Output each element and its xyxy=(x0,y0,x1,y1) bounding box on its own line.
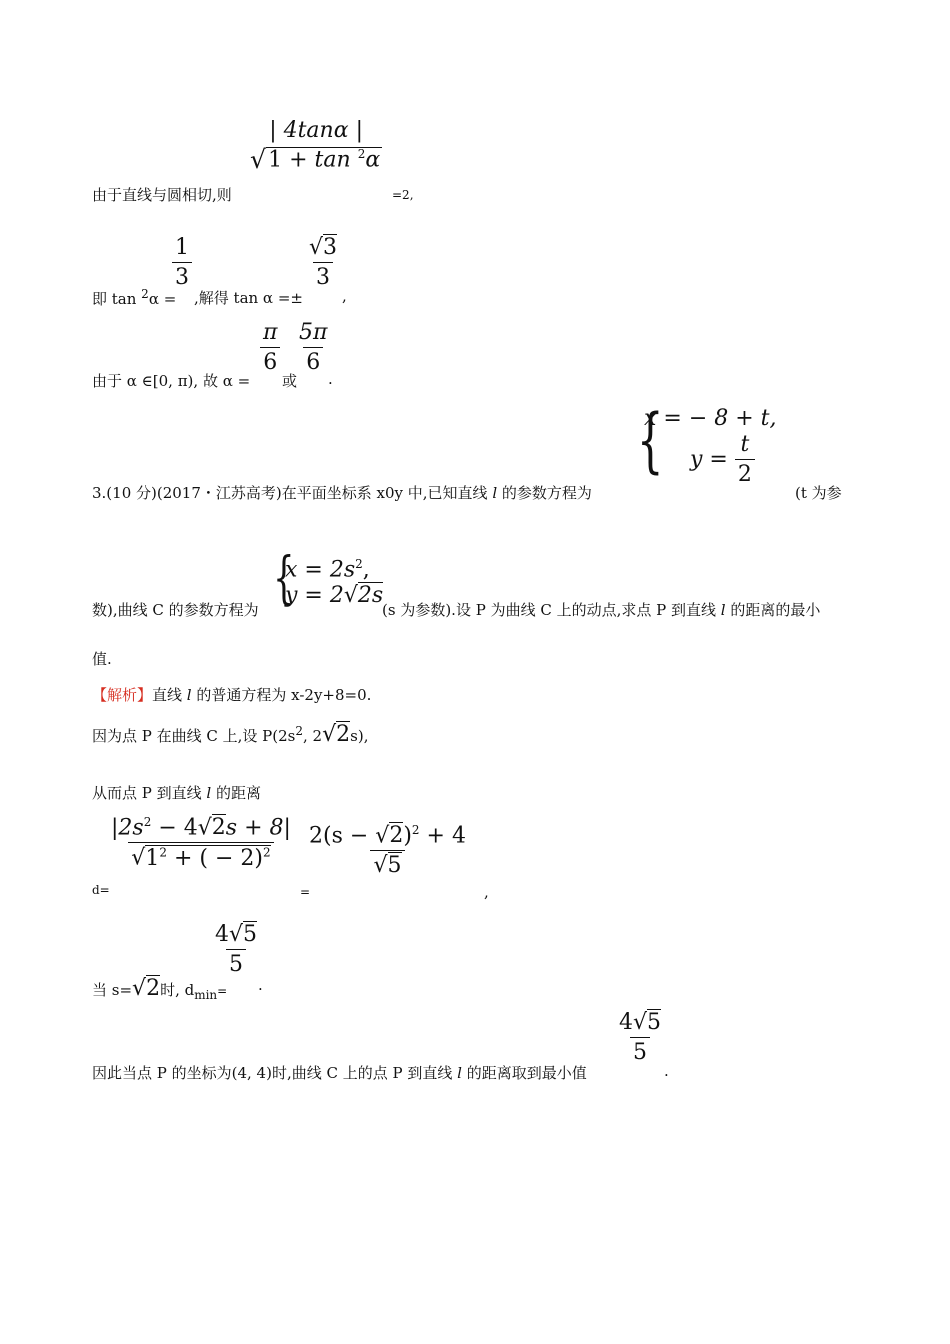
curve-eq-y: y = 2√2s xyxy=(285,583,384,608)
left-brace-icon: { xyxy=(636,399,664,481)
line-alpha-values: 由于 α ∈[0, π), 故 α = $\frac{\pi}{6}$ 或 $\frac{5\pi}{6}$ . xyxy=(92,320,333,390)
sqrt-icon: √ xyxy=(131,845,146,871)
solution-line-2: 因为点 P 在曲线 C 上,设 $P(2s^2$, 2√2s), xyxy=(92,722,369,747)
fraction-tangent: | 4tanα | √ 1 + tan $^2$α xyxy=(250,118,381,175)
sqrt-icon: √ xyxy=(343,583,358,608)
fraction-one-third: $\frac{1}{3}$ xyxy=(172,235,192,290)
sqrt-icon: √ xyxy=(309,235,324,260)
equals-two: =2, xyxy=(392,188,414,202)
solution-line-1: 【解析】直线 l 的普通方程为 x-2y+8=0. xyxy=(92,686,372,704)
solution-line-min: 当 s=√2时, $d_{min}=$ $\frac{4√5}{5}$ . xyxy=(92,922,263,1002)
sqrt-icon: √ xyxy=(197,815,212,841)
fraction-pi-over-6: $\frac{\pi}{6}$ xyxy=(260,320,280,375)
solution-line-3: 从而点 P 到直线 l 的距离 xyxy=(92,784,261,802)
distance-formula: d= $\frac{|2s^2 - 4√2s + 8|}{√1^2 + ( - 2)^2}$ = $\frac{2(s - √2)^2 + 4}{√5}$ , xyxy=(92,815,489,901)
sqrt-icon: √ xyxy=(633,1010,648,1035)
fraction-4root5-over-5: $\frac{4√5}{5}$ xyxy=(619,1010,662,1065)
fraction-5pi-over-6: $\frac{5\pi}{6}$ xyxy=(299,320,328,375)
fraction-4root5-over-5: $\frac{4√5}{5}$ xyxy=(215,922,258,977)
d-label: d= xyxy=(92,883,110,897)
fraction-distance-2: $\frac{2(s - √2)^2 + 4}{√5}$ xyxy=(309,823,466,879)
numerator: 4tanα xyxy=(283,118,349,143)
solution-conclusion: 因此当点 P 的坐标为(4, 4)时,曲线 C 上的点 P 到直线 l 的距离取到最小值 $\frac{4√5}{5}$ . xyxy=(92,1010,669,1082)
sqrt-icon: √ xyxy=(229,922,244,947)
fraction-distance-1: $\frac{|2s^2 - 4√2s + 8|}{√1^2 + ( - 2)^2}$ xyxy=(111,815,291,871)
sqrt-icon: √ xyxy=(322,722,337,747)
line-tan-solution: 即 tan $^2$α = $\frac{1}{3}$ ,解得 tan α =± $\frac{√3}{3}$ , xyxy=(92,235,347,308)
question-3-line-2: 数),曲线 C 的参数方程为 { $x = 2s^2$, y = 2√2s (s 为参数).设 P 为曲线 C 上的动点,求点 P 到直线 l 的距离的最小 xyxy=(92,546,821,619)
text: 由于直线与圆相切,则 xyxy=(92,186,232,204)
fraction-root3-over-3: $\frac{√3}{3}$ xyxy=(309,235,338,290)
sqrt-icon: √ xyxy=(375,823,390,849)
sqrt-icon: √ xyxy=(132,976,147,1001)
solution-tag: 【解析】 xyxy=(92,686,153,704)
sqrt-icon: √ xyxy=(373,853,388,879)
curve-eq-x: $x = 2s^2$, xyxy=(285,557,370,583)
param-eq-x: x = − 8 + t, xyxy=(644,406,777,431)
question-3-line-3: 值. xyxy=(92,650,112,668)
sqrt-icon: √ xyxy=(250,145,267,175)
question-3-line-1: 3.(10 分)(2017・江苏高考)在平面坐标系 x0y 中,已知直线 l 的参数方程为 { x = − 8 + t, y = $\frac{t}{2}$ (t 为参 xyxy=(92,399,842,502)
param-eq-y: y = $\frac{t}{2}$ xyxy=(690,432,755,487)
left-brace-icon: { xyxy=(273,546,295,611)
